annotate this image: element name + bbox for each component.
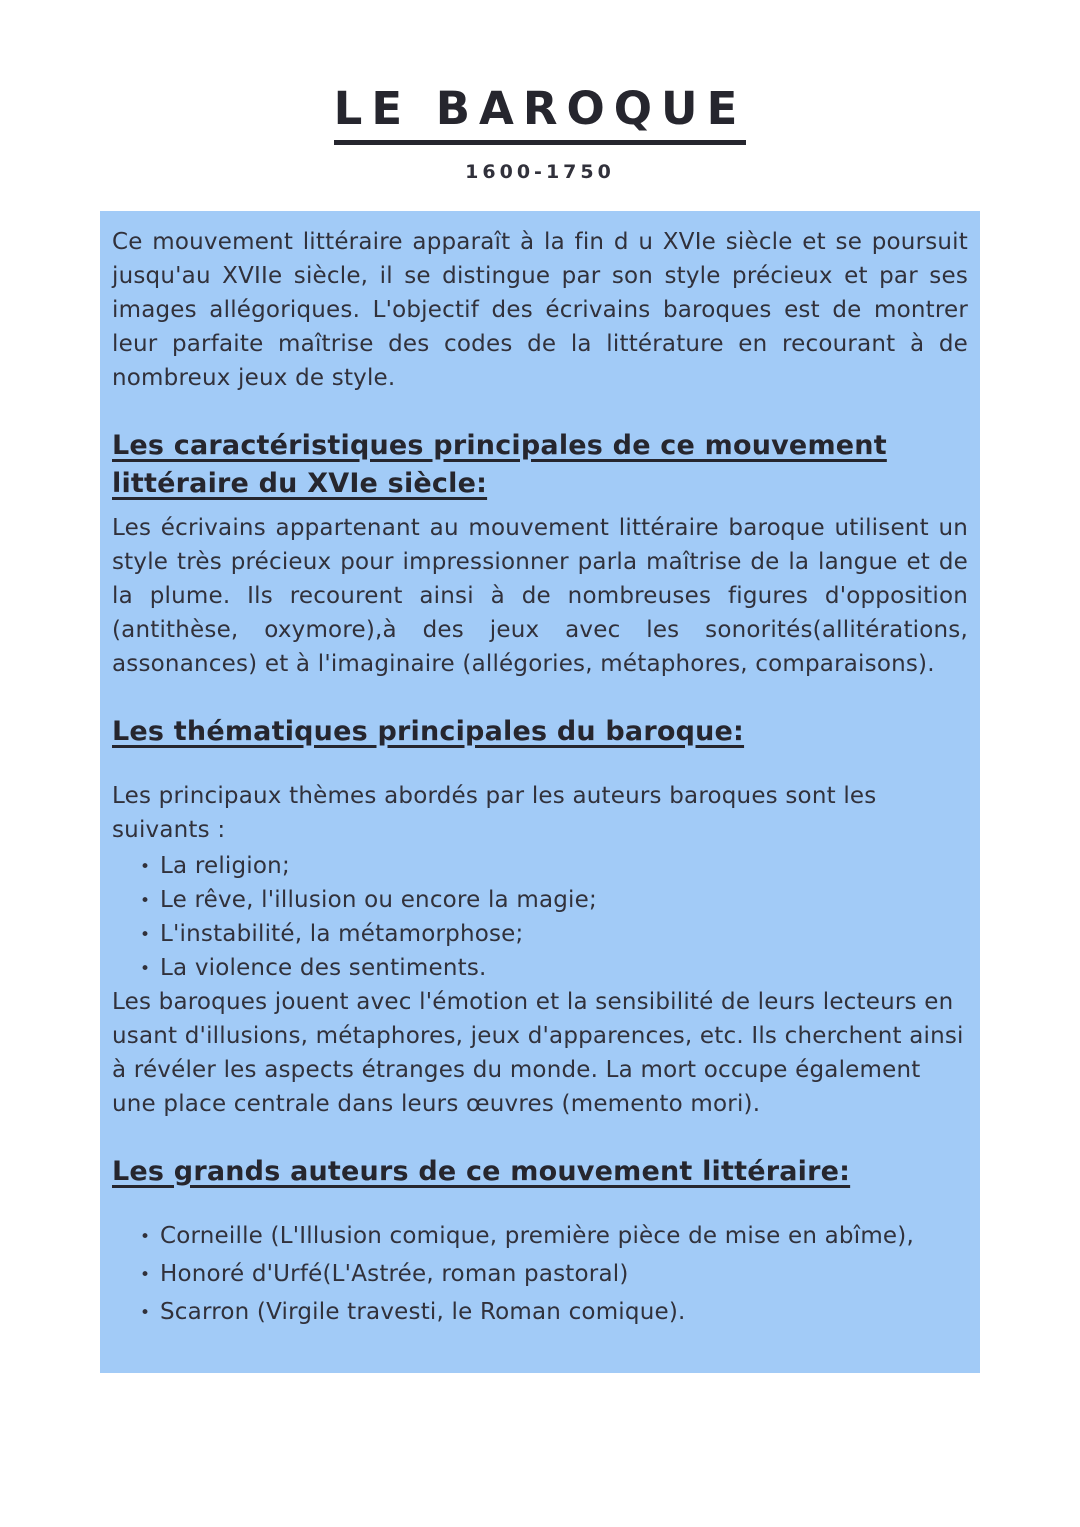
list-item: • La religion; xyxy=(112,849,968,883)
page-subtitle: 1600-1750 xyxy=(465,160,615,183)
section-heading-caracteristiques: Les caractéristiques principales de ce mouvement littéraire du XVIe siècle: xyxy=(112,429,887,499)
section-heading-thematiques: Les thématiques principales du baroque: xyxy=(112,715,745,747)
page-title: LE BAROQUE xyxy=(334,84,747,145)
content-panel xyxy=(100,211,980,1373)
title-block xyxy=(0,0,1080,145)
thematiques-lead: Les principaux thèmes abordés par les auteurs baroques sont les suivants : xyxy=(112,782,877,843)
section-heading-auteurs: Les grands auteurs de ce mouvement littéraire: xyxy=(112,1155,851,1187)
list-item: • Le rêve, l'illusion ou encore la magie; xyxy=(112,883,968,917)
list-item: • La violence des sentiments. xyxy=(112,951,968,985)
thematiques-body: Les baroques jouent avec l'émotion et la sensibilité de leurs lecteurs en usant d'illusions, métaphores, jeux d'apparences, etc. Ils cherchent ainsi à révéler les aspects étranges du monde. La mort occupe également une place centrale dans leurs œuvres (memento mori). xyxy=(112,988,964,1117)
auteurs-list xyxy=(112,1219,968,1329)
list-item: • Scarron (Virgile travesti, le Roman comique). xyxy=(112,1295,968,1329)
list-item: • L'instabilité, la métamorphose; xyxy=(112,917,968,951)
thematiques-list xyxy=(112,849,968,985)
list-item: • Corneille (L'Illusion comique, première pièce de mise en abîme), xyxy=(112,1219,968,1253)
list-item: • Honoré d'Urfé(L'Astrée, roman pastoral) xyxy=(112,1257,968,1291)
intro-paragraph: Ce mouvement littéraire apparaît à la fin d u XVIe siècle et se poursuit jusqu'au XVIIe siècle, il se distingue par son style précieux et par ses images allégoriques. L'objectif des écrivains baroques est de montrer leur parfaite maîtrise des codes de la littérature en recourant à de nombreux jeux de style. xyxy=(112,228,968,391)
caracteristiques-body: Les écrivains appartenant au mouvement littéraire baroque utilisent un style très précieux pour impressionner parla maîtrise de la langue et de la plume. Ils recourent ainsi à de nombreuses figures d'opposition (antithèse, oxymore),à des jeux avec les sonorités(allitérations, assonances) et à l'imaginaire (allégories, métaphores, comparaisons). xyxy=(112,514,968,677)
